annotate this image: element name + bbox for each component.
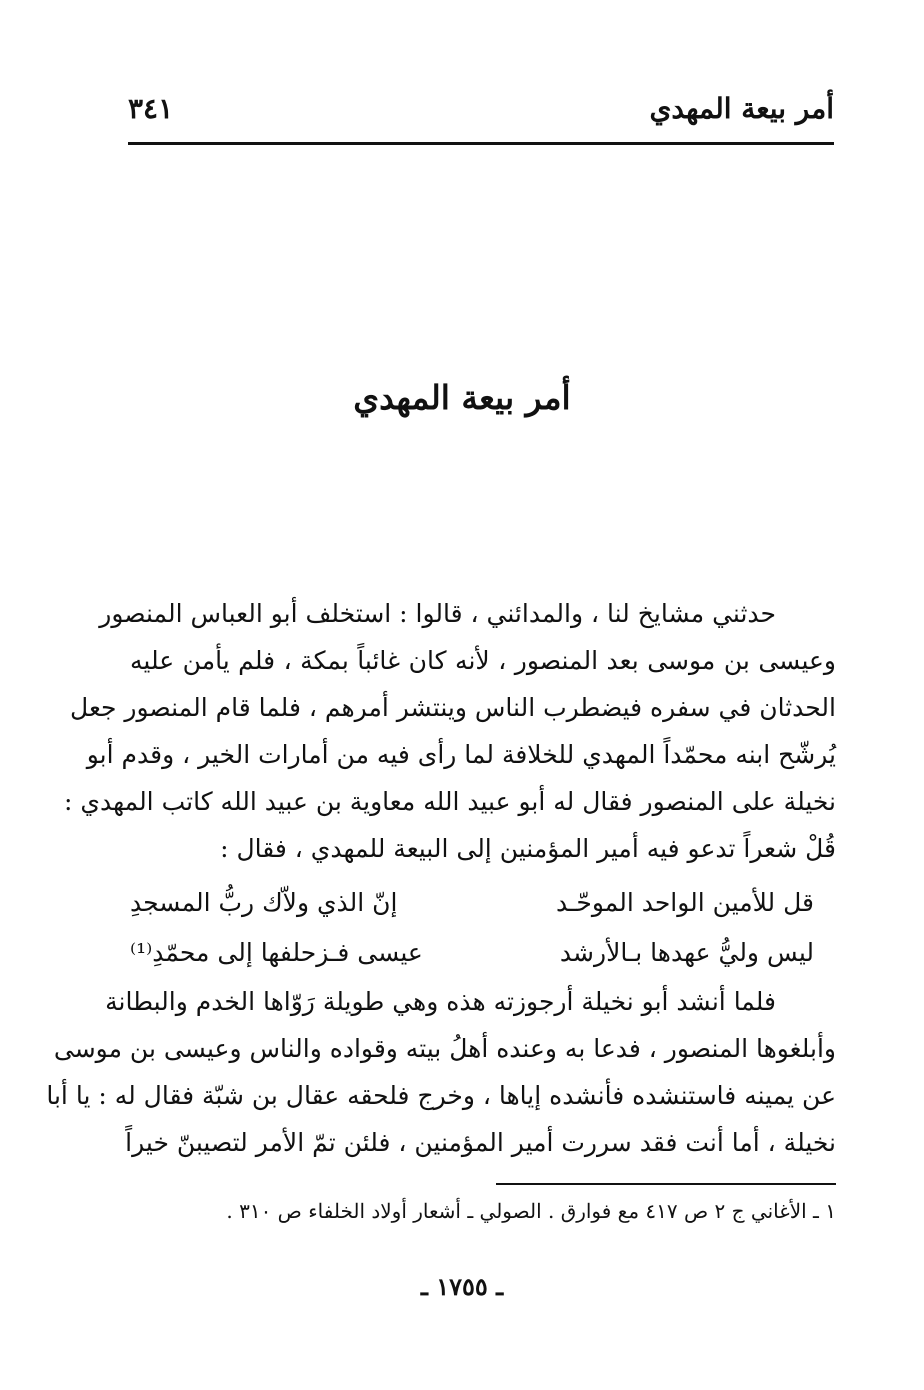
text-line: وعيسى بن موسى بعد المنصور ، لأنه كان غائباً بمكة ، فلم يأمن عليه xyxy=(130,646,836,675)
verse-line xyxy=(130,928,814,978)
text-line: نخيلة على المنصور فقال له أبو عبيد الله معاوية بن عبيد الله كاتب المهدي : xyxy=(64,787,836,816)
paragraph-1 xyxy=(64,590,836,872)
poem xyxy=(130,878,814,978)
footnote: ١ ـ الأغاني ج ٢ ص ٤١٧ مع فوارق . الصولي ـ أشعار أولاد الخلفاء ص ٣١٠ . xyxy=(226,1199,836,1223)
text-line: الحدثان في سفره فيضطرب الناس وينتشر أمرهم ، فلما قام المنصور جعل xyxy=(70,693,836,722)
text-line: فلما أنشد أبو نخيلة أرجوزته هذه وهي طويلة رَوّاها الخدم والبطانة xyxy=(105,987,776,1016)
text-line: حدثني مشايخ لنا ، والمدائني ، قالوا : استخلف أبو العباس المنصور xyxy=(99,599,776,628)
verse-first-hemistich: ليس وليُّ عهدها بـالأرشد xyxy=(559,938,814,967)
footnote-divider xyxy=(496,1183,836,1185)
verse-line xyxy=(130,878,814,928)
header-divider xyxy=(128,142,834,145)
running-header xyxy=(128,92,834,138)
verse-second-hemistich: إنّ الذي ولاّك ربُّ المسجدِ xyxy=(130,888,398,917)
text-line: عن يمينه فاستنشده فأنشده إياها ، وخرج فلحقه عقال بن شبّة فقال له : يا أبا xyxy=(46,1081,836,1110)
text-line: وأبلغوها المنصور ، فدعا به وعنده أهلُ بيته وقواده والناس وعيسى بن موسى xyxy=(53,1034,836,1063)
text-line: يُرشّح ابنه محمّداً المهدي للخلافة لما رأى فيه من أمارات الخير ، وقدم أبو xyxy=(86,740,836,769)
chapter-title: أمر بيعة المهدي xyxy=(353,378,571,417)
text-line: نخيلة ، أما أنت فقد سررت أمير المؤمنين ، فلئن تمّ الأمر لتصيبنّ خيراً xyxy=(125,1128,836,1157)
running-header-page-number: ٣٤١ xyxy=(128,92,174,125)
text-line: قُلْ شعراً تدعو فيه أمير المؤمنين إلى البيعة للمهدي ، فقال : xyxy=(220,834,836,863)
paragraph-2 xyxy=(46,978,836,1166)
verse-first-hemistich: قل للأمين الواحد الموحّـد xyxy=(555,888,814,917)
verse-second-hemistich: عيسى فـزحلفها إلى محمّدِ⁽¹⁾ xyxy=(130,938,423,967)
footer-page-number: ـ ١٧٥٥ ـ xyxy=(420,1272,504,1301)
running-header-title: أمر بيعة المهدي xyxy=(649,92,834,125)
